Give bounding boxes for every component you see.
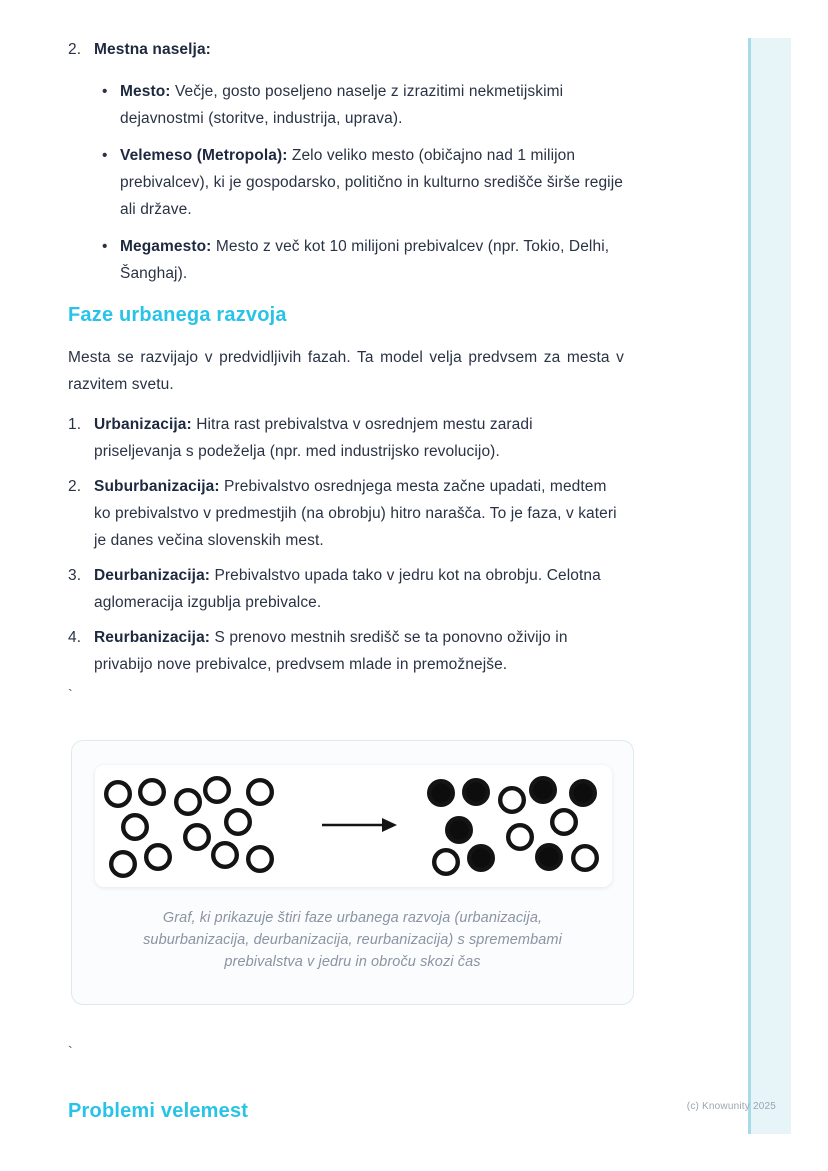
- list-item-body: [120, 78, 624, 132]
- stray-backtick: `: [68, 1043, 73, 1059]
- list-item-number: 3.: [68, 567, 82, 584]
- list-item-term: Velemeso (Metropola):: [120, 147, 288, 164]
- list-item: [68, 411, 624, 465]
- list-item-body: [120, 233, 624, 287]
- list-item: [68, 233, 624, 287]
- list-item-body: [94, 411, 624, 465]
- intro-item-number: 2.: [68, 41, 82, 58]
- list-item-text: Prebivalstvo upada tako v jedru kot na obrobju. Celotna aglomeracija izgublja prebivalce.: [94, 567, 601, 611]
- figure-image: [95, 765, 612, 887]
- phases-list: [68, 411, 624, 678]
- list-item-term: Suburbanizacija:: [94, 478, 220, 495]
- list-item-text: Mesto z več kot 10 milijoni prebivalcev (npr. Tokio, Delhi, Šanghaj).: [120, 238, 610, 282]
- section-paragraph: Mesta se razvijajo v predvidljivih fazah. Ta model velja predvsem za mesta v razvitem svetu.: [68, 349, 624, 393]
- list-item-text: S prenovo mestnih središč se ta ponovno oživijo in privabijo nove prebivalce, predvsem mlade in premožnejše.: [94, 629, 568, 673]
- list-item-text: Večje, gosto poseljeno naselje z izrazitimi nekmetijskimi dejavnostmi (storitve, industrija, uprava).: [120, 83, 564, 127]
- bullet-marker: •: [102, 238, 108, 255]
- figure-box: [71, 740, 634, 1005]
- list-item: [68, 562, 624, 616]
- list-item-term: Megamesto:: [120, 238, 212, 255]
- right-accent-bar: [748, 38, 791, 1134]
- list-item: [68, 78, 624, 132]
- list-item-number: 4.: [68, 629, 82, 646]
- bullet-marker: •: [102, 83, 108, 100]
- stray-backtick: `: [68, 686, 73, 702]
- footer-credit: (c) Knowunity 2025: [686, 1101, 776, 1112]
- list-item-body: [120, 142, 624, 223]
- list-item-term: Urbanizacija:: [94, 416, 192, 433]
- page-content: [68, 0, 624, 1124]
- bullet-marker: •: [102, 147, 108, 164]
- list-item-text: Zelo veliko mesto (običajno nad 1 milijon prebivalcev), ki je gospodarsko, politično in kulturno središče širše regije ali države.: [120, 147, 623, 218]
- list-item-body: [94, 562, 624, 616]
- list-item: [68, 624, 624, 678]
- list-item-text: Hitra rast prebivalstva v osrednjem mestu zaradi priseljevanja s podeželja (npr. med industrijsko revolucijo).: [94, 416, 533, 460]
- list-item-body: [94, 624, 624, 678]
- list-item-term: Mesto:: [120, 83, 171, 100]
- list-item-text: Prebivalstvo osrednjega mesta začne upadati, medtem ko prebivalstvo v predmestjih (na obrobju) hitro narašča. To je faza, v kateri je danes večina slovenskih mest.: [94, 478, 617, 549]
- intro-item-title: Mestna naselja:: [94, 41, 211, 58]
- list-item-term: Reurbanizacija:: [94, 629, 211, 646]
- list-item-number: 1.: [68, 416, 82, 433]
- list-item: [68, 142, 624, 223]
- section-heading-faze: Faze urbanega razvoja: [68, 304, 287, 326]
- list-item-body: [94, 473, 624, 554]
- list-item-term: Deurbanizacija:: [94, 567, 211, 584]
- list-item: [68, 473, 624, 554]
- urban-phases-circles-graphic: [95, 765, 612, 887]
- list-item-number: 2.: [68, 478, 82, 495]
- figure-caption: Graf, ki prikazuje štiri faze urbanega razvoja (urbanizacija, suburbanizacija, deurbanizacija, reurbanizacija) s spremembami prebivalstva v jedru in obroču skozi čas: [143, 910, 562, 970]
- city-types-list: [68, 78, 624, 287]
- section-heading-problemi: Problemi velemest: [68, 1100, 249, 1122]
- intro-item: [68, 36, 624, 63]
